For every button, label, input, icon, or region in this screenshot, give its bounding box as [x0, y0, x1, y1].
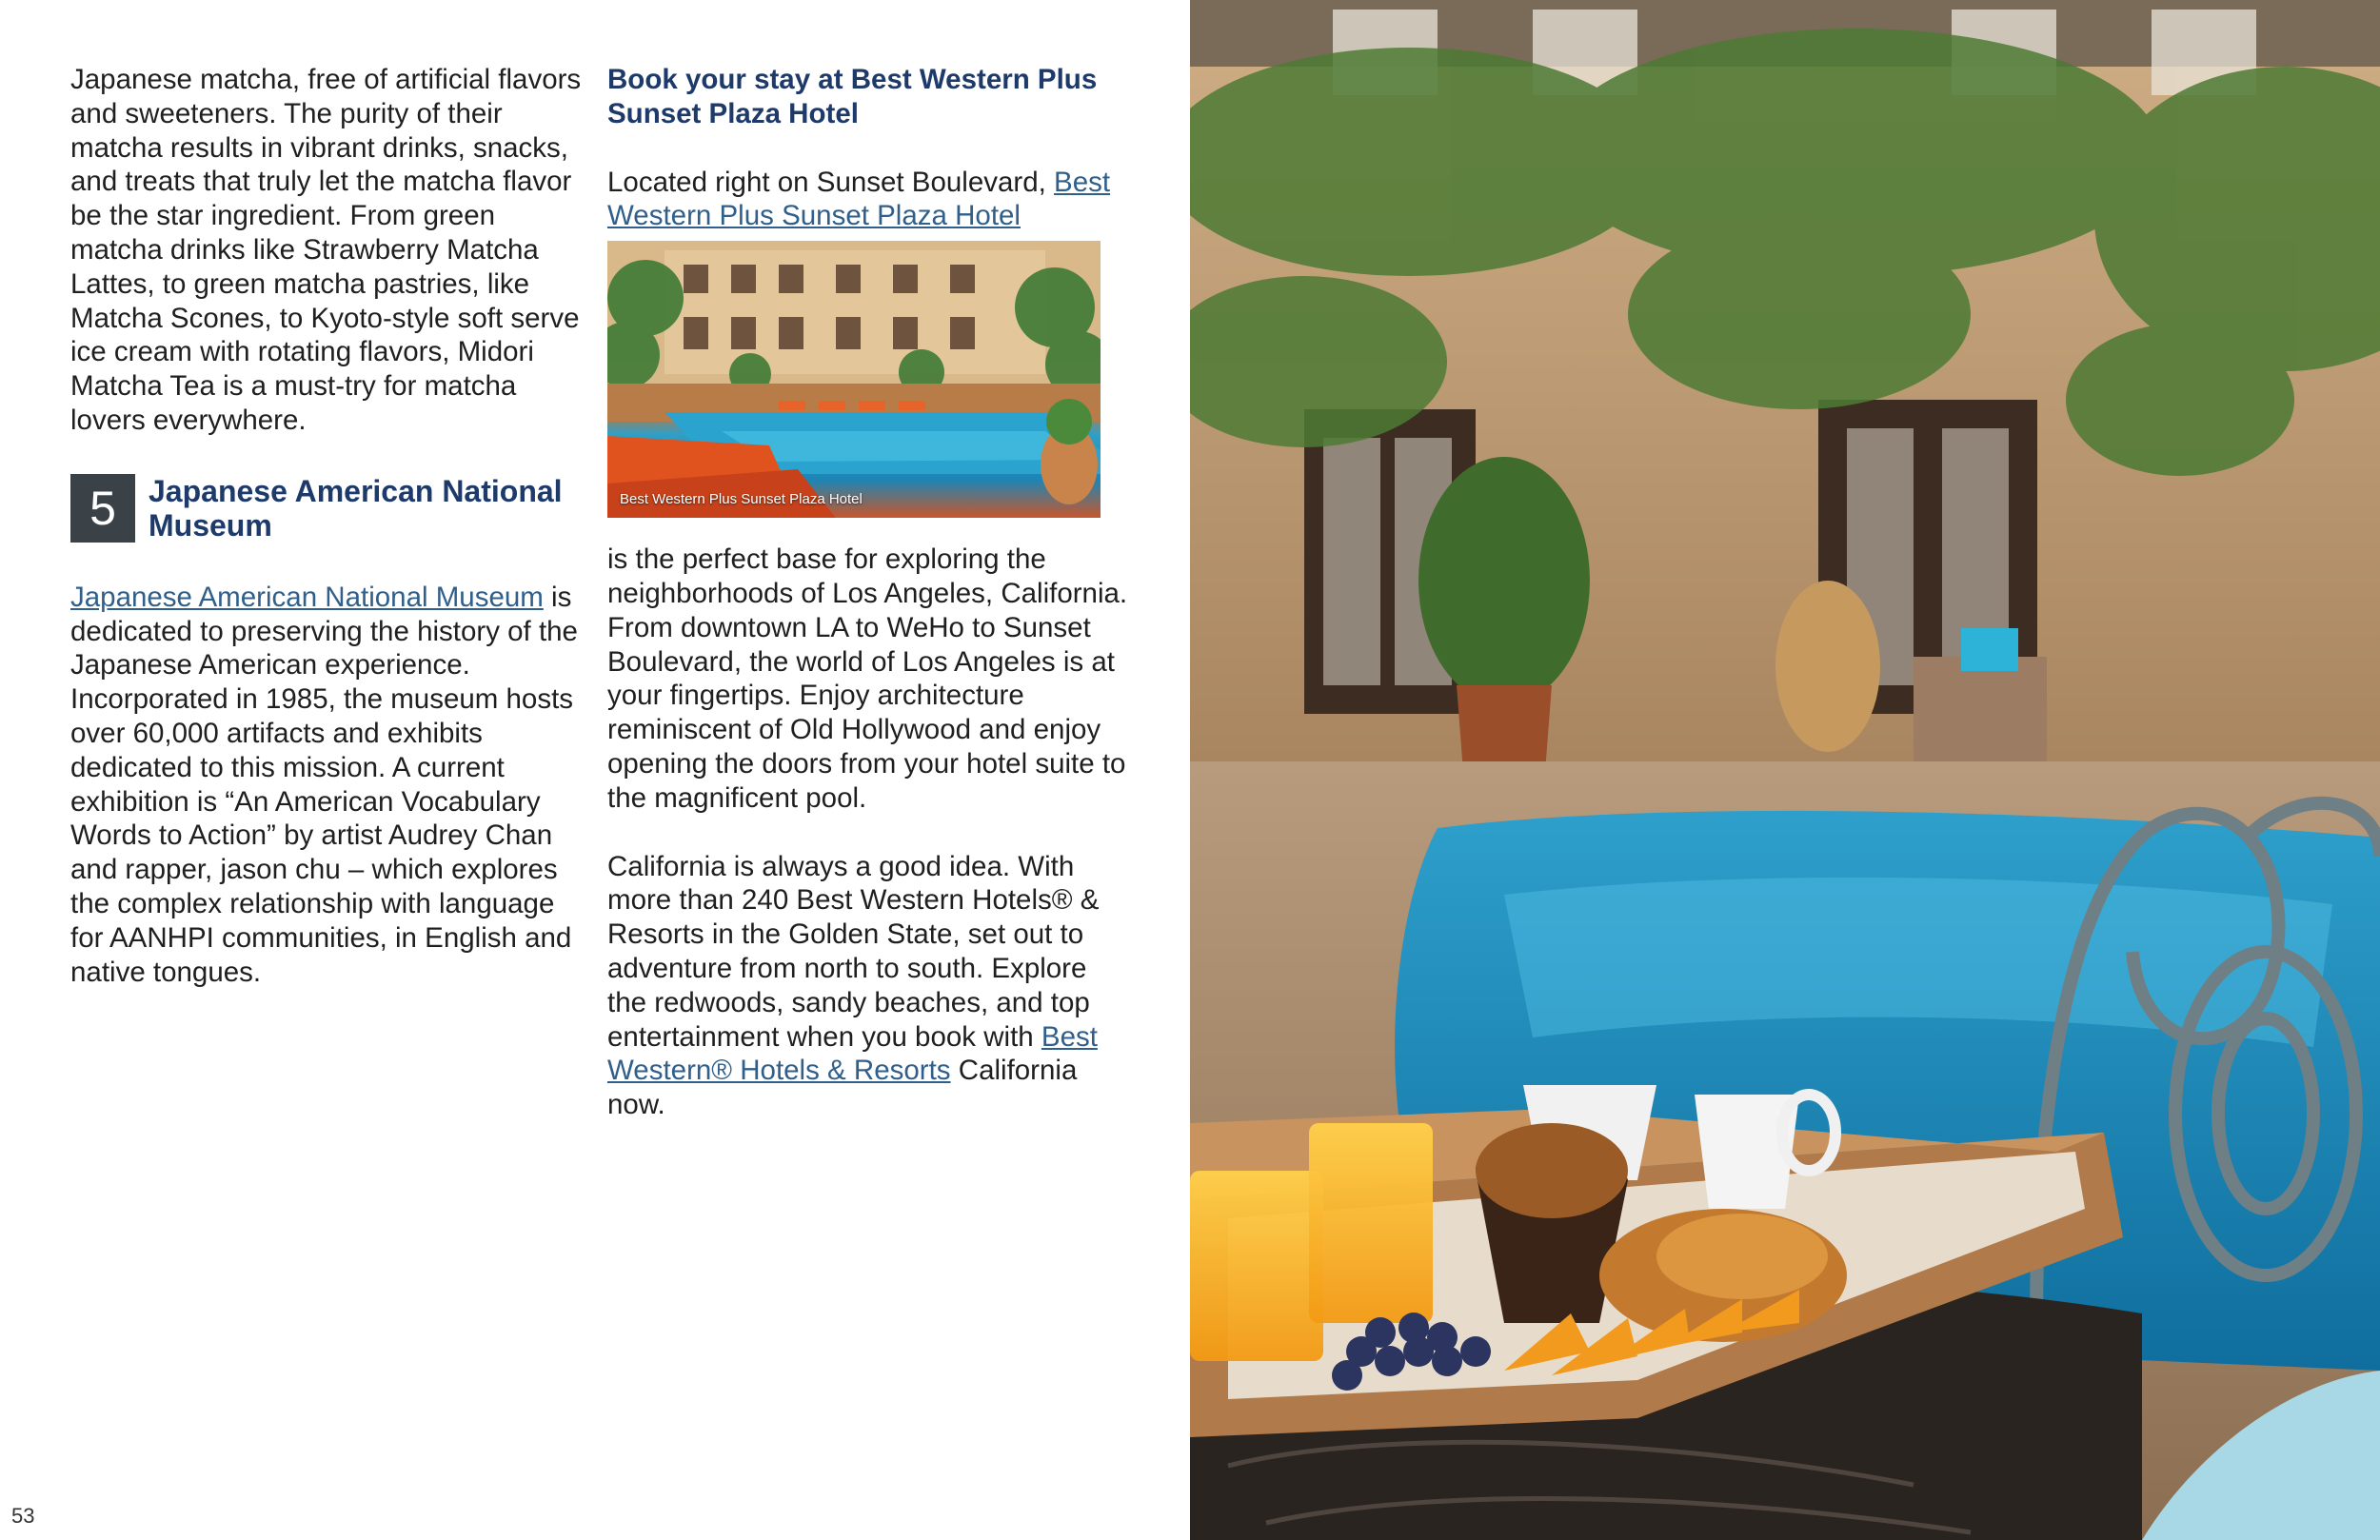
section-number-badge: 5	[70, 474, 135, 543]
breakfast-tray-illustration	[1190, 0, 2380, 1540]
hotel-intro-paragraph	[607, 166, 1129, 234]
middle-column	[607, 63, 1129, 1122]
hotel-link[interactable]: Best Western Plus Sunset Plaza Hotel	[607, 166, 1111, 232]
hotel-section-title: Book your stay at Best Western Plus Sunset Plaza Hotel	[607, 64, 1098, 129]
hotel-description: is the perfect base for exploring the neighborhoods of Los Angeles, California. From downtown LA to WeHo to Sunset Boulevard, the world of Los Angeles is at your fingertips. Enjoy architecture reminiscent of Old Hollywood and enjoy opening the doors from your hotel suite to the magnificent pool.	[607, 543, 1128, 814]
california-text: California is always a good idea. With more than 240 Best Western Hotels® & Resorts in the Golden State, set out to adventure from north to south. Explore the redwoods, sandy beaches, and top entertainment when you book with	[607, 850, 1100, 1053]
photo-caption: Best Western Plus Sunset Plaza Hotel	[620, 491, 863, 508]
best-western-link[interactable]: Best Western® Hotels & Resorts	[607, 1020, 1098, 1087]
left-column	[70, 63, 585, 989]
museum-paragraph	[70, 581, 585, 990]
section-header	[70, 474, 585, 546]
hotel-pool-photo	[607, 241, 1101, 518]
matcha-paragraph: Japanese matcha, free of artificial flavors and sweeteners. The purity of their matcha results in vibrant drinks, snacks, and treats that truly let the matcha flavor be the star ingredient. From green matcha drinks like Strawberry Matcha Lattes, to green matcha pastries, like Matcha Scones, to Kyoto-style soft serve ice cream with rotating flavors, Midori Matcha Tea is a must-try for matcha lovers everywhere.	[70, 64, 582, 436]
california-end-text: California now.	[607, 1055, 1078, 1121]
hotel-pool-illustration	[607, 241, 1101, 518]
page-number: 53	[11, 1504, 35, 1528]
section-title: Japanese American National Museum	[149, 473, 563, 543]
hotel-intro-text: Located right on Sunset Boulevard,	[607, 166, 1055, 198]
museum-body-text: is dedicated to preserving the history of the Japanese American experience. Incorporated in 1985, the museum hosts over 60,000 artifacts and exhibits dedicated to this mission. A current exhibition is “An American Vocabulary Words to Action” by artist Audrey Chan and rapper, jason chu – which explores the complex relationship with language for AANHPI communities, in English and native tongues.	[70, 581, 578, 988]
breakfast-pool-photo	[1190, 0, 2380, 1540]
museum-link[interactable]: Japanese American National Museum	[70, 581, 544, 613]
california-paragraph	[607, 850, 1129, 1122]
